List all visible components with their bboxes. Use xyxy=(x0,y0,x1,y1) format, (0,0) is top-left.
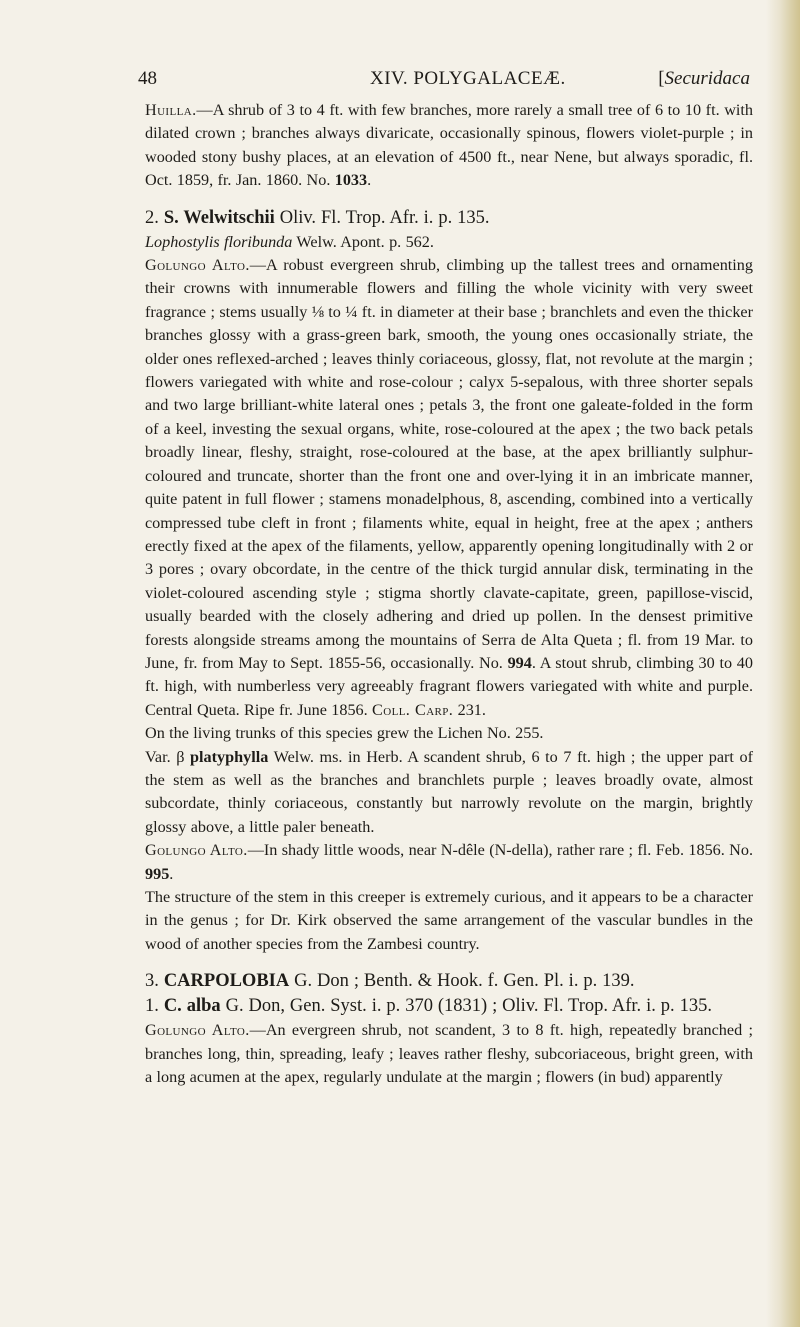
locality-golungo: Golungo Alto. xyxy=(145,256,250,275)
species-heading-welwitschii: 2. S. Welwitschii Oliv. Fl. Trop. Afr. i. p. 135. xyxy=(145,207,490,228)
genus-name: Securidaca xyxy=(664,68,750,89)
paragraph-golungo-ndele: Golungo Alto.—In shady little woods, near N-dêle (N-della), rather rare ; fl. Feb. 1856. No. 995. xyxy=(145,841,753,883)
spacer xyxy=(145,956,753,969)
variety-text: Welw. ms. in Herb. A scandent shrub, 6 to 7 ft. high ; the upper part of the stem as well as the branches and branchlets purple ; leaves broadly ovate, almost subcordate, thinly coriaceous, constantly but narrowly revolute on the margin, brightly glossy above, a little paler beneath. xyxy=(145,747,753,836)
species-heading-alba: 1. C. alba G. Don, Gen. Syst. i. p. 370 (1831) ; Oliv. Fl. Trop. Afr. i. p. 135. xyxy=(145,996,712,1017)
synonym-reference: Welw. Apont. p. 562. xyxy=(292,232,434,251)
paragraph-golungo-description xyxy=(145,254,753,722)
running-head-family: XIV. POLYGALACEÆ. xyxy=(370,68,566,89)
paragraph-golungo-alba xyxy=(145,1019,753,1089)
collection-number: 995 xyxy=(145,864,170,883)
genus-authority: G. Don ; Benth. & Hook. f. Gen. Pl. i. p. 139. xyxy=(289,971,635,992)
running-header xyxy=(138,62,758,90)
golungo-ndele-text: —In shady little woods, near N-dêle (N-della), rather rare ; fl. Feb. 1856. No. xyxy=(247,841,753,860)
running-head-genus xyxy=(658,68,750,90)
coll-carp-number: 231. xyxy=(453,700,486,719)
coll-carp-label: Coll. Carp. xyxy=(372,700,454,719)
paragraph-stem-structure xyxy=(145,886,753,956)
golungo-alba-text: —An evergreen shrub, not scandent, 3 to 8 ft. high, repeatedly branched ; branches long, thin, spreading, leafy ; leaves rather fleshy, subcoriaceous, bright green, with a long acumen at the apex, regularly undulate at the margin ; flowers (in bud) apparently xyxy=(145,1021,753,1087)
synonym-name: Lophostylis floribunda xyxy=(145,232,293,251)
locality-huilla: Huilla. xyxy=(145,101,197,119)
collection-number: 994 xyxy=(507,653,532,672)
lichen-note-text: On the living trunks of this species grew the Lichen No. 255. xyxy=(145,724,544,743)
golungo-description-continued: . A stout shrub, climbing 30 to 40 ft. high, with numberless very agreeably fragrant flowers variegated with white and purple. Central Queta. Ripe fr. June 1856. xyxy=(145,653,753,719)
genus-heading-carpolobia: 3. CARPOLOBIA G. Don ; Benth. & Hook. f. Gen. Pl. i. p. 139. xyxy=(145,971,635,992)
species-authority: Oliv. Fl. Trop. Afr. i. p. 135. xyxy=(274,207,490,228)
stem-structure-text: The structure of the stem in this creeper is extremely curious, and it appears to be a character in the genus ; for Dr. Kirk observed the same arrangement of the vascular bundles in the wood of another species from the Zambesi country. xyxy=(145,888,753,953)
paragraph-variety xyxy=(145,746,753,840)
page-body xyxy=(145,99,753,1089)
variety-label: Var. β xyxy=(145,747,191,766)
page-number: 48 xyxy=(138,68,157,89)
paragraph-lichen-note xyxy=(145,722,753,745)
variety-name: platyphylla xyxy=(190,747,269,766)
species-name: C. alba xyxy=(163,996,221,1017)
species-name: S. Welwitschii xyxy=(163,207,275,228)
locality-golungo: Golungo Alto. xyxy=(145,841,248,860)
species-authority: G. Don, Gen. Syst. i. p. 370 (1831) ; Oliv. Fl. Trop. Afr. i. p. 135. xyxy=(220,996,712,1017)
synonym-line xyxy=(145,231,753,254)
golungo-description-text: —A robust evergreen shrub, climbing up the tallest trees and ornamenting their crowns with innumerable flowers and filling the whole vicinity with very sweet fragrance ; stems usually ⅛ to ¼ ft. in diameter at their base ; branchlets and even the thicker branches glossy with a grass-green bark, smooth, the young ones occasionally striate, the older ones reflexed-arched ; leaves thinly coriaceous, glossy, flat, not revolute at the margin ; flowers variegated with white and rose-colour ; calyx 5-sepalous, with three shorter sepals and two large brilliant-white lateral ones ; petals 3, the front one galeate-folded in the form of a keel, investing the sexual organs, white, rose-coloured at the apex ; the two back petals broadly linear, fleshy, straight, rose-coloured at the base, at the apex brilliantly sulphur-coloured and truncate, shorter than the front one and over-lying it in an imbricate manner, quite patent in full flower ; stamens monadelphous, 8, ascending, combined into a vertically compressed tube cleft in front ; filaments white, equal in height, free at the apex ; anthers erectly fixed at the apex of the filaments, yellow, apparently opening longitudinally with 2 or 3 pores ; ovary obcordate, in the centre of the thick turgid annular disk, terminating in the violet-coloured ascending style ; stigma shortly clavate-capitate, green, papillose-viscid, usually bearded with the closely adhering and dried up pollen. In the densest primitive forests alongside streams among the mountains of Serra de Alta Queta ; fl. from 19 Mar. to June, fr. from May to Sept. 1855-56, occasionally. No. xyxy=(145,256,753,672)
spacer xyxy=(145,193,753,206)
collection-number: 1033 xyxy=(334,171,368,190)
genus-bracket: [ xyxy=(658,68,665,89)
huilla-text: —A shrub of 3 to 4 ft. with few branches, more rarely a small tree of 6 to 10 ft. with dilated crown ; branches always divaricate, occasionally spinous, flowers violet-purple ; in wooded stony bushy places, at an elevation of 4500 ft., near Nene, but always sporadic, fl. Oct. 1859, fr. Jan. 1860. No. xyxy=(145,101,753,190)
genus-name-carpolobia: CARPOLOBIA xyxy=(163,971,290,992)
paragraph-huilla: Huilla.—A shrub of 3 to 4 ft. with few branches, more rarely a small tree of 6 to 10 ft. with dilated crown ; branches always divaricate, occasionally spinous, flowers violet-purple ; in wooded stony bushy places, at an elevation of 4500 ft., near Nene, but always sporadic, fl. Oct. 1859, fr. Jan. 1860. No. 1033. xyxy=(145,101,753,190)
locality-golungo: Golungo Alto. xyxy=(145,1021,250,1040)
